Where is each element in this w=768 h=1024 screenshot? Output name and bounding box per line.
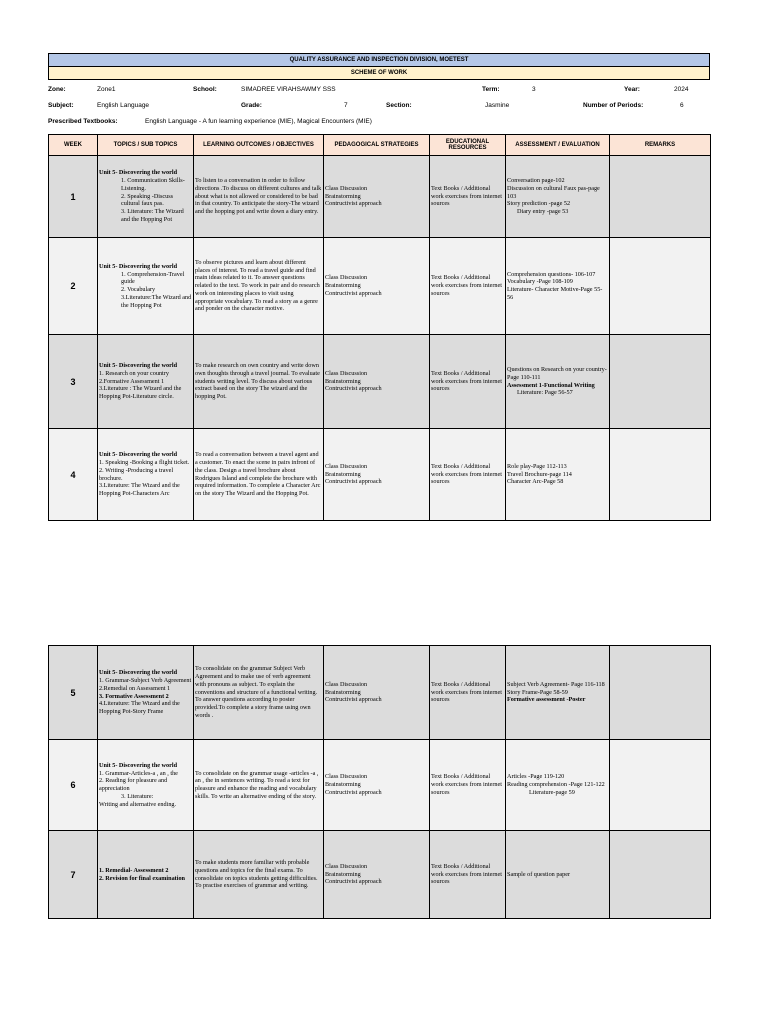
assessment-item: Character Arc-Page 58	[507, 478, 564, 486]
assessment-item: Conversation page-102	[507, 177, 565, 185]
col-assessment: ASSESSMENT / EVALUATION	[506, 135, 610, 156]
col-strategies: PEDAGOGICAL STRATEGIES	[324, 135, 430, 156]
outcomes-cell: To make research on own country and write down own thoughts through a travel journal. To evaluate students writing level. To discuss about various extract based on the story The wizard and the hopping Pot.	[194, 335, 324, 429]
topic-line: 1. Grammar-Articles-a , an , the	[99, 769, 178, 777]
strategy-item: Brainstorming	[325, 870, 361, 878]
resources-cell: Text Books / Additional work exercises from internet sources	[430, 429, 506, 521]
assessment-item: Literature-page 59	[529, 788, 575, 796]
topic-title: Unit 5- Discovering the world	[99, 761, 178, 769]
section-label: Section:	[386, 102, 412, 109]
strategy-item: Brainstorming	[325, 470, 361, 478]
strategy-item: Contructivist approach	[325, 696, 382, 704]
resources-cell: Text Books / Additional work exercises from internet sources	[430, 335, 506, 429]
strategy-item: Class Discussion	[325, 369, 368, 377]
strategies-cell	[324, 646, 430, 740]
scheme-table-part-2	[48, 645, 711, 919]
outcomes-cell: To read a conversation between a travel agent and a customer. To enact the scene in pairs infront of the class. Design a travel brochure about Rodrigues Island and complete the brochure with required information. To complete a Character Arc on the story The Wizard and the Hopping Pot.	[194, 429, 324, 521]
textbooks-value: English Language - A fun learning experience (MIE), Magical Encounters (MIE)	[145, 118, 372, 125]
strategies-cell	[324, 156, 430, 238]
topic-title: Unit 5- Discovering the world	[99, 451, 178, 459]
assessment-cell	[506, 156, 610, 238]
column-header-row	[49, 135, 711, 156]
topic-line: 1. Speaking -Booking a flight ticket.	[99, 459, 190, 466]
assessment-item: Story Frame-Page 58-59	[507, 688, 568, 696]
topic-cell	[98, 156, 194, 238]
topic-title: Unit 5- Discovering the world	[99, 262, 178, 270]
outcomes-cell: To listen to a conversation in order to follow directions .To discuss on different cultures and talk about what is not allowed or considered to be bad in that country. To anticipate the story-The wizard and the hopping pot and write down a diary entry.	[194, 156, 324, 238]
topic-line: 4.Literature: The Wizard and the Hopping Pot-Story Frame	[99, 700, 180, 715]
col-outcomes: LEARNING OUTCOMES / OBJECTIVES	[194, 135, 324, 156]
table-row	[49, 156, 711, 238]
assessment-cell	[506, 831, 610, 919]
sheet-title	[48, 53, 710, 80]
week-number: 1	[49, 156, 98, 238]
year-label: Year:	[624, 86, 640, 93]
assessment-item: Discussion on cultural Faux pas-page 103	[507, 184, 600, 200]
assessment-item: Vocabulary -Page 108-109	[507, 278, 573, 286]
info-block	[48, 82, 710, 130]
remarks-cell	[610, 740, 711, 831]
topic-cell	[98, 238, 194, 335]
col-resources: EDUCATIONAL RESOURCES	[430, 135, 506, 156]
col-topics: TOPICS / SUB TOPICS	[98, 135, 194, 156]
division-title: QUALITY ASSURANCE AND INSPECTION DIVISION, MOETEST	[49, 54, 710, 67]
resources-cell: Text Books / Additional work exercises from internet sources	[430, 740, 506, 831]
assessment-item: Literature- Character Motive-Page 55-56	[507, 286, 603, 301]
strategy-item: Contructivist approach	[325, 788, 382, 796]
topic-line: 3.Literature: The Wizard and the Hopping Pot-Characters Arc	[99, 482, 180, 497]
strategy-item: Contructivist approach	[325, 478, 382, 486]
topic-title: Unit 5- Discovering the world	[99, 669, 178, 677]
table-row	[49, 335, 711, 429]
remarks-cell	[610, 646, 711, 740]
resources-cell: Text Books / Additional work exercises from internet sources	[430, 831, 506, 919]
col-remarks: REMARKS	[610, 135, 711, 156]
periods-value: 6	[680, 102, 684, 109]
strategies-cell	[324, 429, 430, 521]
assessment-item: Formative assessment -Poster	[507, 696, 586, 704]
topic-line: 3.Literature:The Wizard and the Hopping Pot	[121, 293, 192, 309]
assessment-item: Travel Brochure-page 114	[507, 470, 572, 478]
term-value: 3	[532, 86, 536, 93]
school-label: School:	[193, 86, 217, 93]
topic-cell	[98, 335, 194, 429]
assessment-item: Role play-Page 112-113	[507, 462, 567, 470]
remarks-cell	[610, 238, 711, 335]
table-row	[49, 429, 711, 521]
school-value: SIMADREE VIRAHSAWMY SSS	[241, 86, 336, 93]
table-row	[49, 740, 711, 831]
strategies-cell	[324, 335, 430, 429]
topic-line: 3. Formative Assessment 2	[99, 692, 169, 700]
table-row	[49, 831, 711, 919]
strategy-item: Brainstorming	[325, 282, 361, 290]
topic-line: 1. Remedial- Assessment 2	[99, 866, 169, 874]
subject-value: English Language	[97, 102, 150, 109]
topic-line: 2.Formative Assessment 1 3.Literature : The Wizard and the Hopping Pot-Literature circle.	[99, 377, 182, 401]
strategy-item: Class Discussion	[325, 184, 368, 192]
strategies-cell	[324, 238, 430, 335]
assessment-item: Articles -Page 119-120	[507, 773, 565, 781]
textbooks-label: Prescribed Textbooks:	[48, 118, 118, 125]
topic-cell	[98, 646, 194, 740]
outcomes-cell: To observe pictures and learn about different places of interest. To read a travel guide and find main ideas related to it. To answer questions related to the text. To work in pair and do research work on interesting places to visit using appropriate vocabulary. To read a story as a genre and ponder on the character motive.	[194, 238, 324, 335]
week-number: 3	[49, 335, 98, 429]
topic-line: 1. Research on your country	[99, 369, 169, 377]
strategy-item: Class Discussion	[325, 773, 368, 781]
section-value: Jasmine	[485, 102, 510, 109]
assessment-cell	[506, 335, 610, 429]
topic-line: 2.Remedial on Assessment 1	[99, 684, 171, 692]
topic-line: 2. Vocabulary	[121, 286, 156, 293]
outcomes-cell: To make students more familiar with probable questions and topics for the final exams. To consolidate on topics students getting difficulties. To practise exercises of grammar and writing.	[194, 831, 324, 919]
week-number: 5	[49, 646, 98, 740]
strategy-item: Class Discussion	[325, 462, 368, 470]
strategy-item: Brainstorming	[325, 688, 361, 696]
topic-cell	[98, 429, 194, 521]
assessment-item: Sample of question paper	[507, 870, 571, 878]
topic-title: Unit 5- Discovering the world	[99, 362, 178, 370]
assessment-cell	[506, 646, 610, 740]
strategy-item: Contructivist approach	[325, 878, 382, 886]
grade-label: Grade:	[241, 102, 262, 109]
topic-line: 1. Grammar-Subject Verb Agreement	[99, 677, 192, 684]
topic-cell	[98, 831, 194, 919]
remarks-cell	[610, 335, 711, 429]
table-row	[49, 238, 711, 335]
assessment-item: Literature: Page 56-57	[517, 389, 573, 397]
topic-line: 2. Reading for pleasure and appreciation	[99, 777, 168, 792]
assessment-item: Diary entry -page 53	[517, 208, 569, 216]
outcomes-cell: To consolidate on the grammar usage -articles -a , an , the in sentences writing. To read a text for pleasure and enhance the reading and vocabulary skills. To write an alternative ending of the story.	[194, 740, 324, 831]
assessment-item: Subject Verb Agreement- Page 116-118	[507, 680, 605, 688]
topic-line: 2. Writing -Producing a travel brochure.	[99, 466, 174, 482]
topic-line: Writing and alternative ending.	[99, 800, 177, 808]
strategy-item: Brainstorming	[325, 377, 361, 385]
strategy-item: Contructivist approach	[325, 385, 382, 393]
week-number: 7	[49, 831, 98, 919]
strategy-item: Brainstorming	[325, 192, 361, 200]
term-label: Term:	[482, 86, 500, 93]
col-week: WEEK	[49, 135, 98, 156]
resources-cell: Text Books / Additional work exercises from internet sources	[430, 646, 506, 740]
resources-cell: Text Books / Additional work exercises from internet sources	[430, 156, 506, 238]
strategies-cell	[324, 831, 430, 919]
zone-label: Zone:	[48, 86, 66, 93]
scheme-title: SCHEME OF WORK	[49, 67, 710, 80]
assessment-item: Reading comprehension -Page 121-122	[507, 781, 605, 789]
topic-title: Unit 5- Discovering the world	[99, 169, 178, 177]
assessment-cell	[506, 740, 610, 831]
assessment-item: Assessment 1-Functional Writing	[507, 381, 595, 389]
assessment-item: Story prediction -page 52	[507, 200, 571, 208]
periods-label: Number of Periods:	[583, 102, 644, 109]
remarks-cell	[610, 429, 711, 521]
strategy-item: Class Discussion	[325, 680, 368, 688]
subject-label: Subject:	[48, 102, 74, 109]
week-number: 4	[49, 429, 98, 521]
assessment-item: Questions on Research on your country-Page 110-111	[507, 366, 607, 381]
resources-cell: Text Books / Additional work exercises from internet sources	[430, 238, 506, 335]
remarks-cell	[610, 831, 711, 919]
assessment-cell	[506, 238, 610, 335]
scheme-table-part-1	[48, 134, 711, 521]
topic-cell	[98, 740, 194, 831]
topic-line: 3. Literature:	[121, 792, 154, 800]
topic-line: 3. Literature: The Wizard and the Hopping Pot	[121, 208, 184, 223]
remarks-cell	[610, 156, 711, 238]
topic-line: 1. Comprehension-Travel guide	[121, 270, 185, 286]
topic-line: 2. Speaking -Discuss cultural faux pas.	[121, 192, 174, 208]
strategies-cell	[324, 740, 430, 831]
week-number: 2	[49, 238, 98, 335]
topic-line: 1. Communication Skills-Listening.	[121, 177, 185, 192]
grade-value: 7	[344, 102, 348, 109]
strategy-item: Brainstorming	[325, 781, 361, 789]
zone-value: Zone1	[97, 86, 116, 93]
topic-line: 2. Revision for final examination	[99, 874, 185, 882]
outcomes-cell: To consolidate on the grammar Subject Verb Agreement and to make use of verb agreement with pronouns as subject. To explain the conventions and structure of a functional writing. To answer questions according to poster provided.To complete a story frame using own words .	[194, 646, 324, 740]
strategy-item: Class Discussion	[325, 862, 368, 870]
week-number: 6	[49, 740, 98, 831]
assessment-item: Comprehension questions- 106-107	[507, 270, 596, 278]
table-row	[49, 646, 711, 740]
year-value: 2024	[674, 86, 689, 93]
strategy-item: Class Discussion	[325, 274, 368, 282]
strategy-item: Contructivist approach	[325, 289, 382, 297]
assessment-cell	[506, 429, 610, 521]
strategy-item: Contructivist approach	[325, 200, 382, 208]
